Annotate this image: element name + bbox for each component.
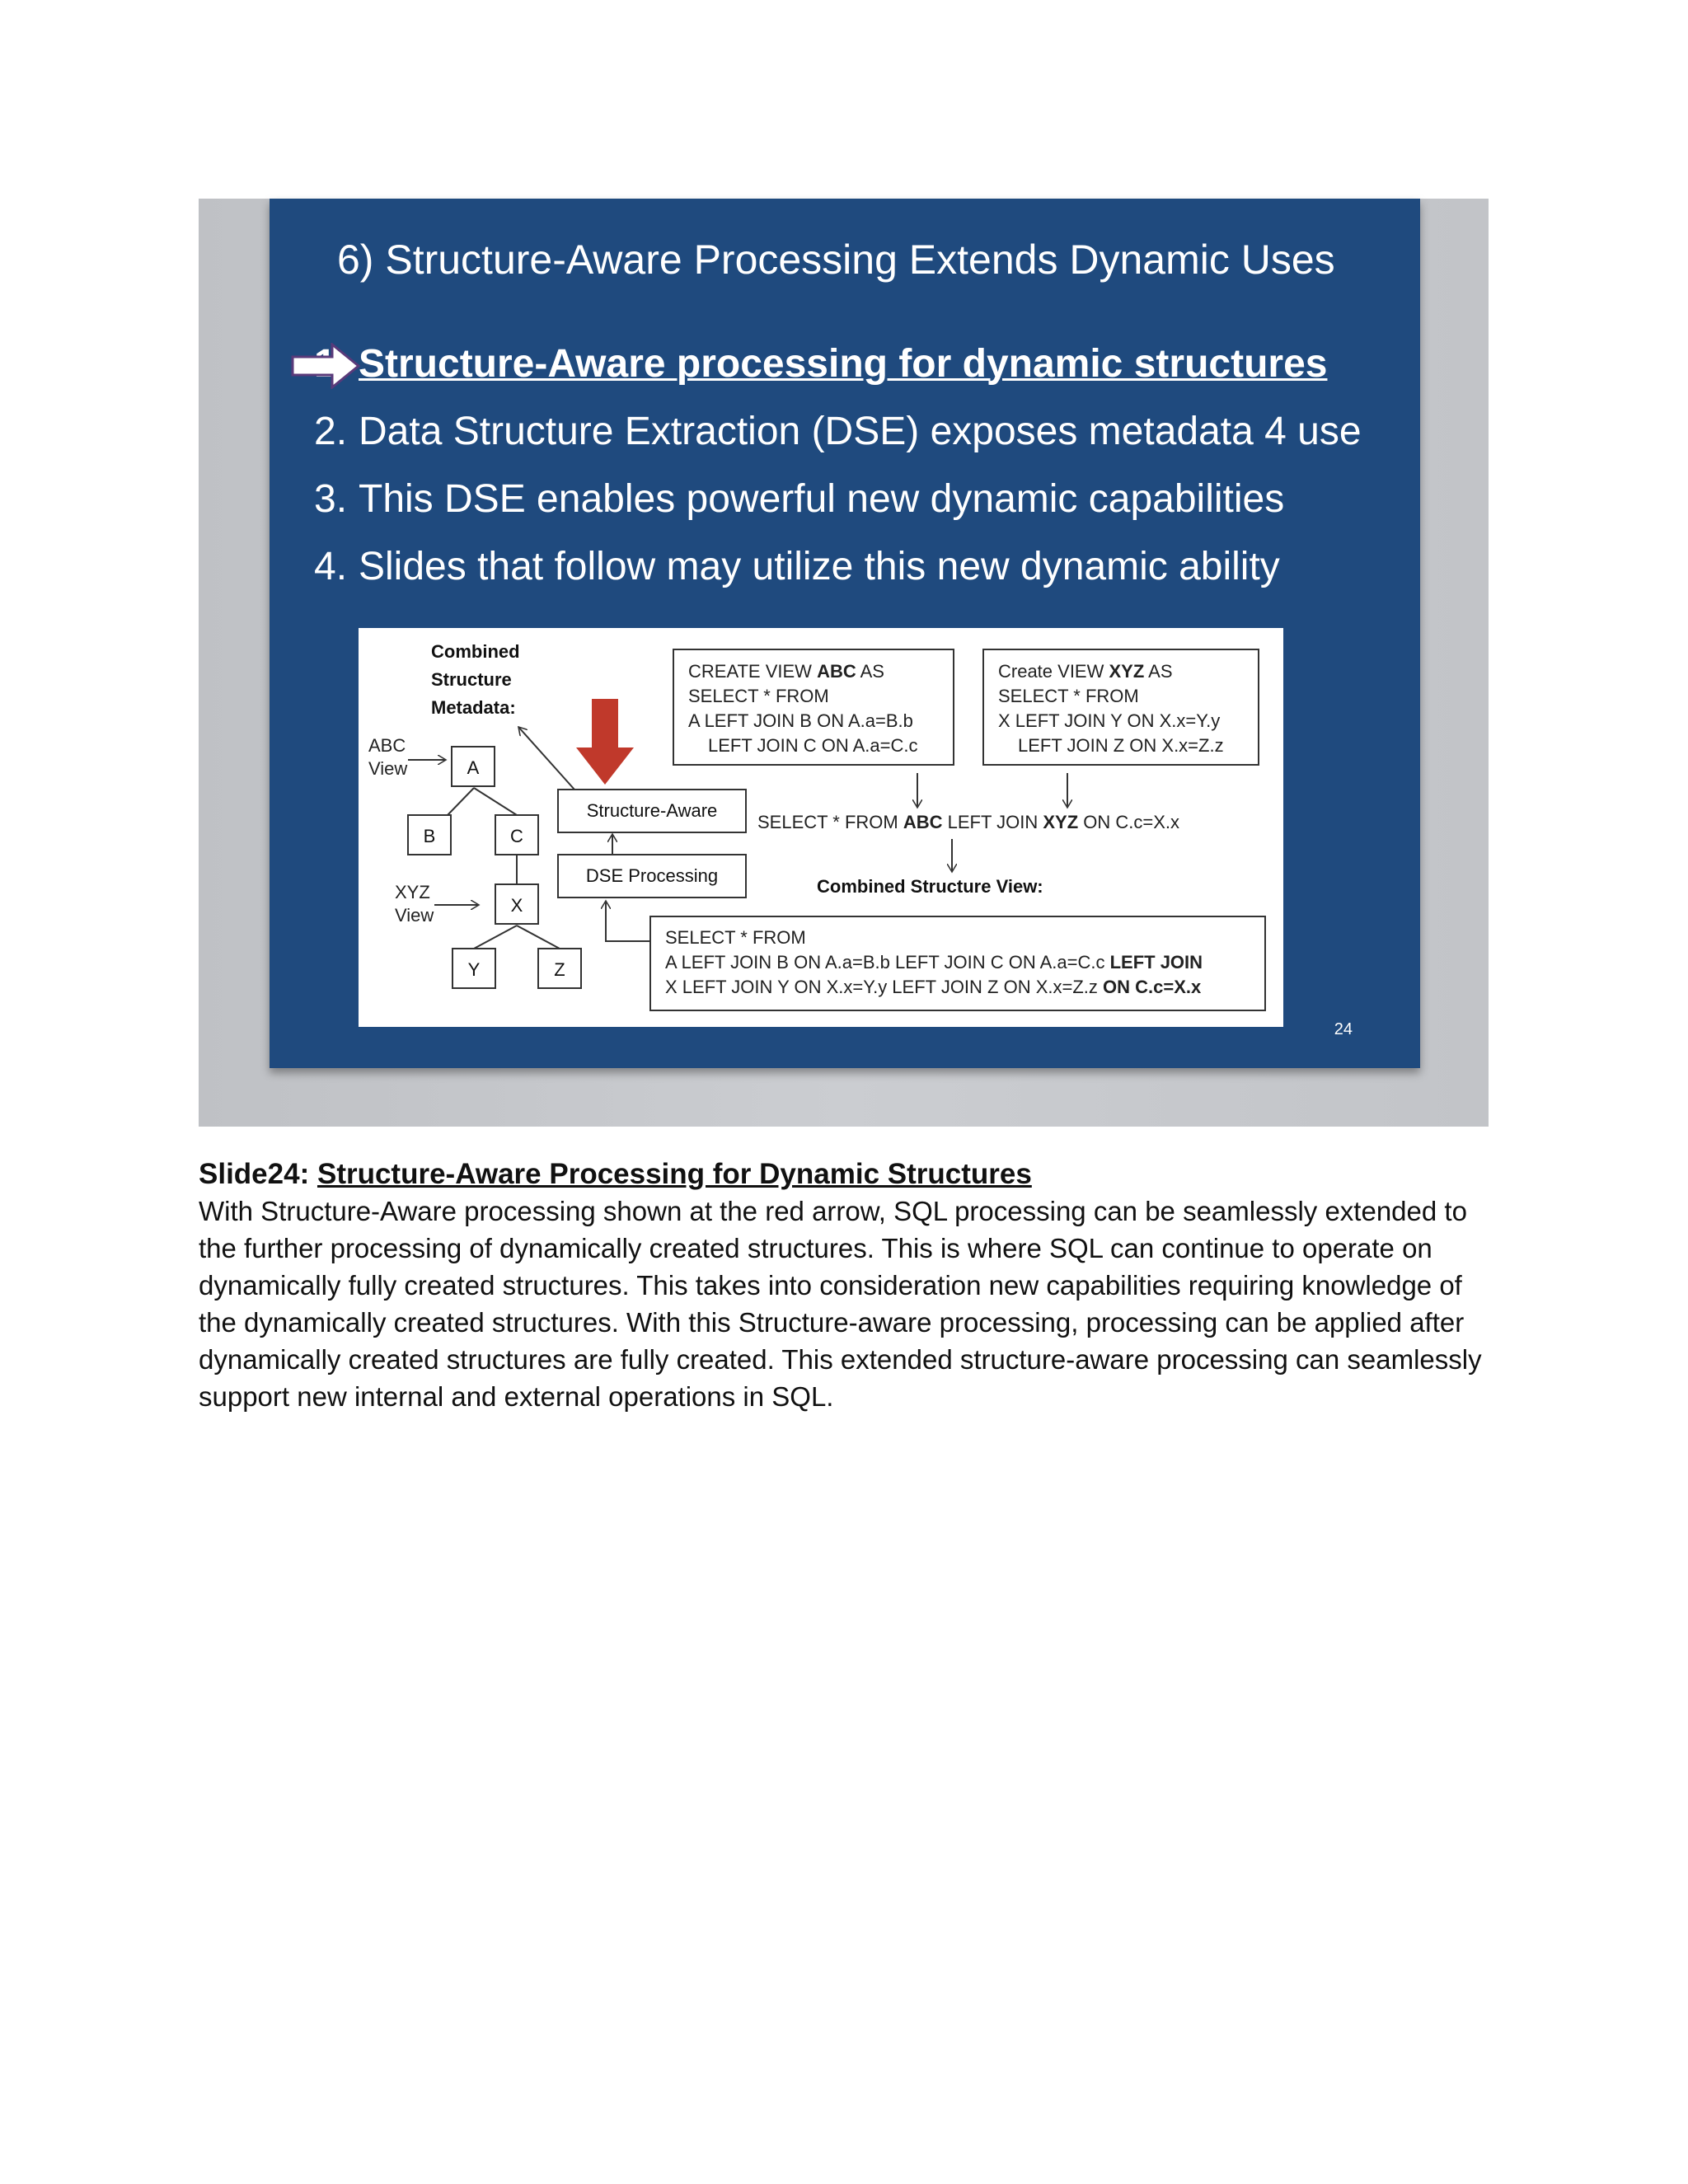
view-abc-line4: LEFT JOIN C ON A.a=C.c (708, 735, 918, 756)
xyz-view-label: XYZ View (395, 882, 434, 926)
bullet-number: 2. (314, 410, 348, 453)
slide-caption (199, 1156, 1501, 1415)
caption-body: With Structure-Aware processing shown at the red arrow, SQL processing can be seamlessly extended to the further processing of dynamically created structures. This is where SQL can continue to operate on dynamically fully created structures. This takes into consideration new capabilities requiring knowledge of the dynamically created structures. With this Structure-aware processing, processing can be applied after dynamically created structures are fully created. This extended structure-aware processing can seamlessly support new internal and external operations in SQL. (199, 1196, 1482, 1412)
view-abc-line2: SELECT * FROM (688, 686, 829, 706)
node-y-label: Y (467, 959, 481, 980)
diagram-canvas (359, 628, 1283, 1027)
node-x-label: X (510, 895, 523, 916)
slide-image (199, 199, 1489, 1127)
node-z-label: Z (554, 959, 565, 980)
caption-title: Structure-Aware Processing for Dynamic Structures (316, 1158, 1032, 1190)
caption-heading (199, 1156, 1501, 1193)
view-xyz-line3: X LEFT JOIN Y ON X.x=Y.y (998, 710, 1221, 731)
bullet-item (314, 330, 1410, 398)
red-arrow-icon (576, 699, 634, 785)
combined-query-line3: X LEFT JOIN Y ON X.x=Y.y LEFT JOIN Z ON X.x=Z.z ON C.c=X.x (665, 977, 1202, 997)
bullet-list (314, 330, 1410, 601)
bullet-number: 3. (314, 477, 348, 521)
caption-label: Slide24: (199, 1158, 310, 1190)
structure-aware-label: Structure-Aware (586, 800, 718, 821)
slide-page-number: 24 (1334, 1020, 1353, 1038)
combined-query-line1: SELECT * FROM (665, 927, 806, 948)
node-a-label: A (467, 757, 480, 778)
view-xyz-line1: Create VIEW XYZ AS (998, 661, 1173, 682)
combined-query-line2: A LEFT JOIN B ON A.a=B.b LEFT JOIN C ON A.a=C.c LEFT JOIN (665, 952, 1203, 972)
metadata-arrow (518, 727, 574, 790)
view-abc-line1: CREATE VIEW ABC AS (688, 661, 884, 682)
bullet-item (314, 466, 1410, 533)
abc-view-label: ABC View (368, 735, 408, 779)
select-query: SELECT * FROM ABC LEFT JOIN XYZ ON C.c=X.x (757, 812, 1180, 832)
slide-title: 6) Structure-Aware Processing Extends Dynamic Uses (337, 237, 1335, 283)
bullet-text: Structure-Aware processing for dynamic structures (359, 342, 1328, 386)
feedback-arrow (606, 901, 650, 941)
combined-metadata-label: Combined Structure Metadata: (431, 641, 520, 718)
bullet-number: 4. (314, 545, 348, 588)
view-abc-line3: A LEFT JOIN B ON A.a=B.b (688, 710, 913, 731)
pointer-arrow-icon (291, 343, 360, 389)
slide (270, 199, 1420, 1068)
bullet-text: This DSE enables powerful new dynamic capabilities (359, 477, 1285, 521)
bullet-text: Data Structure Extraction (DSE) exposes metadata 4 use (359, 410, 1362, 453)
bullet-text: Slides that follow may utilize this new dynamic ability (359, 545, 1280, 588)
node-c-label: C (510, 826, 523, 846)
view-xyz-line2: SELECT * FROM (998, 686, 1139, 706)
node-b-label: B (423, 826, 436, 846)
view-xyz-line4: LEFT JOIN Z ON X.x=Z.z (1018, 735, 1224, 756)
bullet-item (314, 533, 1410, 601)
combined-view-label: Combined Structure View: (817, 876, 1043, 897)
dse-processing-label: DSE Processing (585, 865, 719, 886)
structure-diagram (359, 628, 1283, 1027)
bullet-item (314, 398, 1410, 466)
